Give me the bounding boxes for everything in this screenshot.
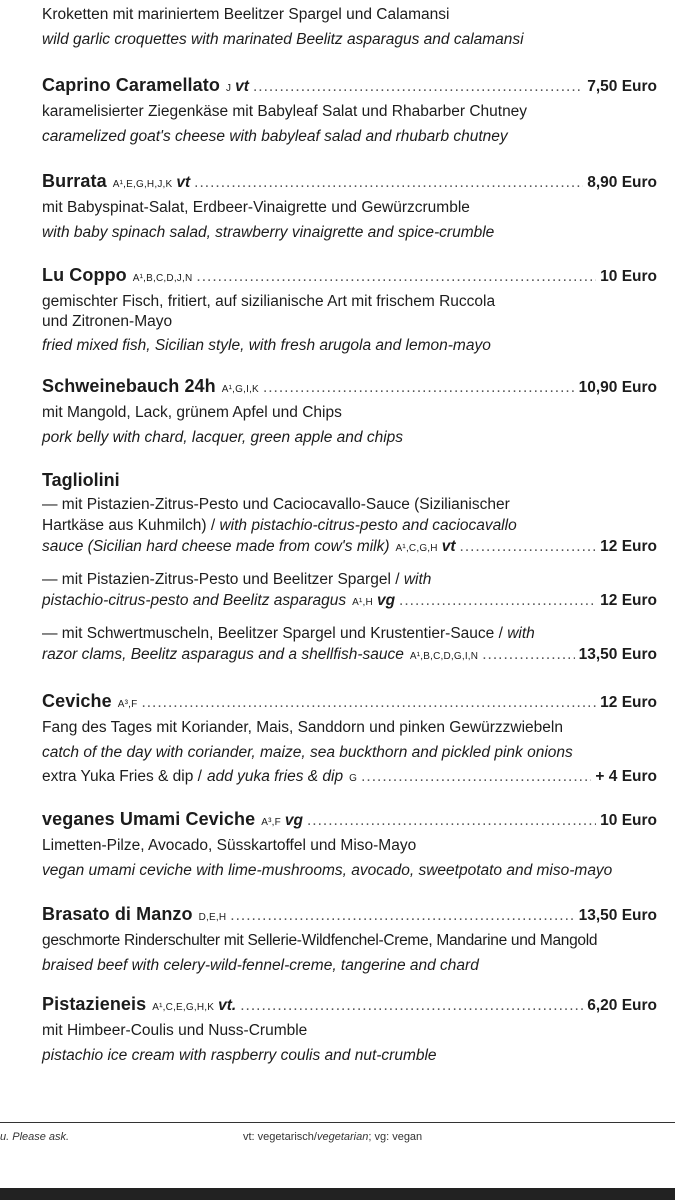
item-name: Schweinebauch 24h — [42, 376, 216, 396]
variant-line: — mit Schwertmuscheln, Beelitzer Spargel und Krustentier-Sauce / with — [42, 625, 535, 642]
item-description-en: with baby spinach salad, strawberry vinaigrette and spice-crumble — [42, 224, 495, 241]
item-header — [42, 264, 657, 290]
item-price: 8,90 Euro — [587, 174, 657, 191]
item-name: veganes Umami Ceviche — [42, 809, 256, 829]
bottom-bar — [0, 1188, 675, 1200]
tagliolini-variant-1 — [42, 494, 657, 560]
leader-dots — [263, 377, 575, 399]
item-description-en: braised beef with celery-wild-fennel-creme, tangerine and chard — [42, 957, 479, 974]
item-description-de: Limetten-Pilze, Avocado, Süsskartoffel und Miso-Mayo — [42, 837, 417, 854]
item-price: 12 Euro — [600, 694, 657, 711]
intro-description-de: Kroketten mit mariniertem Beelitzer Spargel und Calamansi — [42, 6, 450, 23]
allergen-tag: A³,F — [117, 699, 138, 710]
footer-legend: vt: vegetarisch/vegetarian; vg: vegan — [243, 1131, 423, 1143]
item-name: Tagliolini — [42, 470, 120, 490]
item-header — [42, 690, 657, 716]
item-price: 12 Euro — [600, 592, 657, 609]
variant-line: — mit Pistazien-Zitrus-Pesto und Caciocavallo-Sauce (Sizilianischer — [42, 496, 510, 513]
allergen-tag: A¹,C,E,G,H,K — [152, 1002, 215, 1013]
variant-line: — mit Pistazien-Zitrus-Pesto und Beelitzer Spargel / with — [42, 571, 432, 588]
menu-item-schweinebauch — [42, 375, 657, 449]
allergen-tag: A¹,B,C,D,G,I,N — [409, 651, 479, 662]
menu-item-caprino — [42, 74, 657, 148]
item-price: 10 Euro — [600, 268, 657, 285]
item-description-en: vegan umami ceviche with lime-mushrooms, avocado, sweetpotato and miso-mayo — [42, 862, 613, 879]
footer-note-left: u. Please ask. — [0, 1131, 70, 1143]
extra-price: + 4 Euro — [595, 768, 657, 785]
leader-dots — [240, 995, 583, 1017]
leader-dots — [196, 266, 596, 288]
diet-mark: vt. — [218, 997, 237, 1014]
item-price: 13,50 Euro — [578, 907, 657, 924]
menu-item-ceviche — [42, 690, 657, 790]
leader-dots — [141, 692, 596, 714]
item-description-de: geschmorte Rinderschulter mit Sellerie-Wildfenchel-Creme, Mandarine und Mangold — [42, 932, 598, 949]
variant-price-row: razor clams, Beelitz asparagus and a shellfish-sauce A¹,B,C,D,G,I,N ..... 13,50 Euro — [42, 644, 657, 668]
item-price: 13,50 Euro — [578, 646, 657, 663]
item-description-de: gemischter Fisch, fritiert, auf sizilianische Art mit frischem Ruccola — [42, 293, 496, 310]
menu-item-pistazieneis — [42, 993, 657, 1067]
variant-line: Hartkäse aus Kuhmilch) / with pistachio-citrus-pesto and caciocavallo — [42, 517, 517, 534]
item-price: 10,90 Euro — [578, 379, 657, 396]
ceviche-extra-row — [42, 766, 657, 790]
item-header — [42, 993, 657, 1019]
item-header — [42, 375, 657, 401]
diet-mark: vg — [284, 812, 303, 829]
item-header — [42, 808, 657, 834]
item-description-de: mit Babyspinat-Salat, Erdbeer-Vinaigrette und Gewürzcrumble — [42, 199, 470, 216]
menu-item-tagliolini — [42, 469, 657, 668]
menu-item-umami-ceviche — [42, 808, 657, 882]
item-description-en: caramelized goat's cheese with babyleaf salad and rhubarb chutney — [42, 128, 508, 145]
diet-mark: vt — [441, 538, 456, 555]
allergen-tag: A³,F — [261, 817, 281, 828]
leader-dots — [482, 644, 574, 666]
allergen-tag: A¹,B,C,D,J,N — [132, 273, 193, 284]
item-description-en: pistachio ice cream with raspberry coulis and nut-crumble — [42, 1047, 437, 1064]
item-description-de: karamelisierter Ziegenkäse mit Babyleaf Salat und Rhabarber Chutney — [42, 103, 528, 120]
diet-mark: vt — [235, 78, 249, 95]
leader-dots — [253, 76, 583, 98]
item-price: 6,20 Euro — [587, 997, 657, 1014]
leader-dots — [307, 810, 596, 832]
allergen-tag: G — [349, 773, 358, 784]
extra-en: add yuka fries & dip — [206, 768, 344, 785]
leader-dots — [399, 590, 596, 612]
item-price: 10 Euro — [600, 812, 657, 829]
item-description-de: mit Himbeer-Coulis und Nuss-Crumble — [42, 1022, 308, 1039]
item-description-de: Fang des Tages mit Koriander, Mais, Sanddorn und pinken Gewürzzwiebeln — [42, 719, 563, 736]
allergen-tag: A¹,G,I,K — [221, 384, 259, 395]
variant-price-row: sauce (Sicilian hard cheese made from cow's milk) A¹,C,G,H vt ..... 12 Euro — [42, 536, 657, 560]
leader-dots — [460, 536, 597, 558]
menu-item-lu-coppo — [42, 264, 657, 357]
item-name: Pistazieneis — [42, 994, 147, 1014]
item-header — [42, 903, 657, 929]
item-header — [42, 74, 657, 100]
menu-item-brasato — [42, 903, 657, 977]
allergen-tag: J — [225, 83, 232, 94]
tagliolini-variant-3 — [42, 623, 657, 668]
item-description-en: catch of the day with coriander, maize, sea buckthorn and pickled pink onions — [42, 744, 573, 761]
diet-mark: vt — [176, 174, 191, 191]
intro-item — [42, 4, 657, 51]
item-name: Ceviche — [42, 691, 112, 711]
item-description-en: pork belly with chard, lacquer, green apple and chips — [42, 429, 404, 446]
item-name: Brasato di Manzo — [42, 904, 193, 924]
tagliolini-variant-2 — [42, 569, 657, 614]
intro-description-en: wild garlic croquettes with marinated Beelitz asparagus and calamansi — [42, 31, 524, 48]
item-description-de: mit Mangold, Lack, grünem Apfel und Chips — [42, 404, 342, 421]
footer-divider — [0, 1122, 675, 1123]
leader-dots — [361, 766, 591, 788]
item-description-de-cont: und Zitronen-Mayo — [42, 313, 173, 330]
item-header — [42, 170, 657, 196]
item-price: 7,50 Euro — [587, 78, 657, 95]
item-description-en: fried mixed fish, Sicilian style, with fresh arugola and lemon-mayo — [42, 337, 491, 354]
allergen-tag: D,E,H — [198, 912, 227, 923]
allergen-tag: A¹,H — [352, 597, 373, 608]
item-name: Burrata — [42, 171, 107, 191]
diet-mark: vg — [376, 592, 396, 609]
allergen-tag: A¹,E,G,H,J,K — [112, 179, 173, 190]
leader-dots — [194, 172, 583, 194]
variant-price-row: pistachio-citrus-pesto and Beelitz asparagus A¹,H vg ..... 12 Euro — [42, 590, 657, 614]
item-name: Lu Coppo — [42, 265, 127, 285]
extra-de: extra Yuka Fries & dip / — [42, 768, 202, 785]
menu-item-burrata — [42, 170, 657, 244]
allergen-tag: A¹,C,G,H — [395, 543, 438, 554]
leader-dots — [230, 905, 574, 927]
item-price: 12 Euro — [600, 538, 657, 555]
item-name: Caprino Caramellato — [42, 75, 220, 95]
